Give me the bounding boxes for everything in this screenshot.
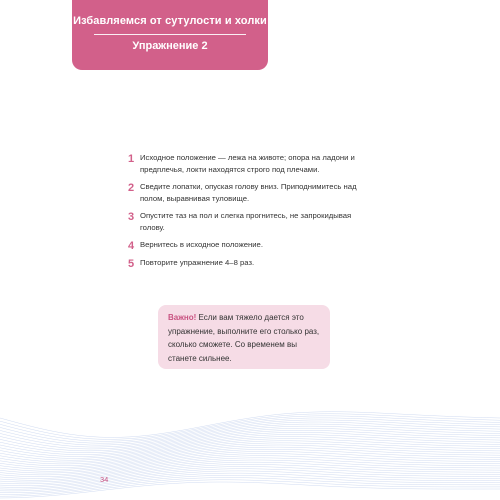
step-number: 2 xyxy=(128,182,135,194)
important-note xyxy=(158,305,330,369)
steps-list xyxy=(128,152,368,275)
wave-line xyxy=(0,460,500,480)
step-item xyxy=(128,257,368,270)
exercise-title: Упражнение 2 xyxy=(132,40,208,52)
wave-pattern-decoration xyxy=(0,400,500,500)
step-text: Сведите лопатки, опуская голову вниз. Приподнимитесь над полом, выравнивая туловище. xyxy=(140,182,357,203)
wave-line xyxy=(0,480,500,496)
note-label: Важно! xyxy=(168,313,197,322)
step-text: Вернитесь в исходное положение. xyxy=(140,240,263,249)
step-item xyxy=(128,181,368,205)
step-number: 3 xyxy=(128,211,135,223)
step-text: Повторите упражнение 4–8 раз. xyxy=(140,258,255,267)
page-number: 34 xyxy=(100,475,109,484)
step-number: 1 xyxy=(128,153,135,165)
wave-line xyxy=(0,428,500,453)
step-item xyxy=(128,239,368,252)
note-text xyxy=(168,311,320,365)
chapter-header xyxy=(72,0,268,70)
step-number: 4 xyxy=(128,240,135,252)
chapter-title: Избавляемся от сутулости и холки xyxy=(73,15,267,27)
header-divider xyxy=(94,34,246,35)
step-item xyxy=(128,152,368,176)
wave-line xyxy=(0,432,500,456)
note-body: Если вам тяжело дается это упражнение, выполните его столько раз, сколько сможете. Со временем вы станете сильнее. xyxy=(168,313,320,363)
step-item xyxy=(128,210,368,234)
wave-line xyxy=(0,424,500,449)
wave-line xyxy=(0,418,500,443)
step-text: Опустите таз на пол и слегка прогнитесь, не запрокидывая голову. xyxy=(140,211,352,232)
step-text: Исходное положение — лежа на животе; опора на ладони и предплечья, локти находятся строго под плечами. xyxy=(140,153,355,174)
step-number: 5 xyxy=(128,258,135,270)
